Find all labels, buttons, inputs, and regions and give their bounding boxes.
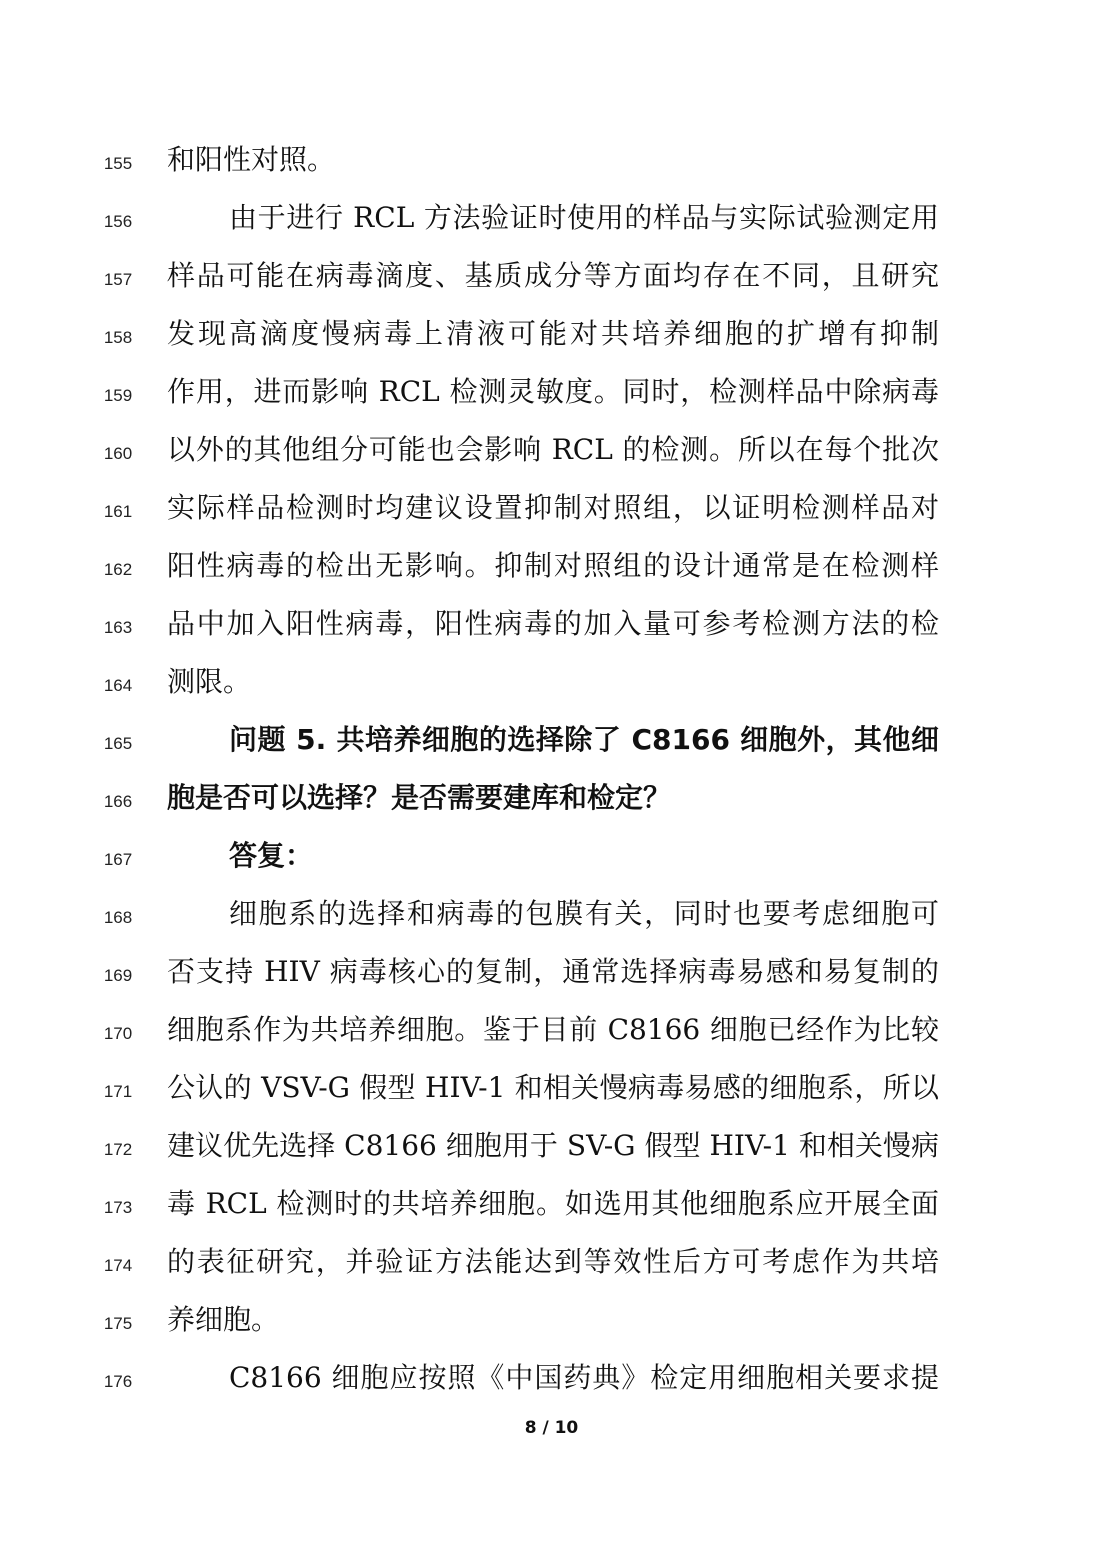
- line-number: 172: [103, 1140, 133, 1159]
- line-text: 公认的 VSV-G 假型 HIV-1 和相关慢病毒易感的细胞系，所以: [167, 1071, 939, 1104]
- line-text: 的表征研究，并验证方法能达到等效性后方可考虑作为共培: [167, 1245, 939, 1278]
- line-number: 160: [103, 444, 133, 463]
- line-text: 以外的其他组分可能也会影响 RCL 的检测。所以在每个批次: [167, 433, 939, 466]
- text-line: [0, 1352, 1103, 1410]
- line-text: 作用，进而影响 RCL 检测灵敏度。同时，检测样品中除病毒: [167, 375, 939, 408]
- page-number: 8 / 10: [524, 1418, 579, 1438]
- line-number: 174: [103, 1256, 133, 1275]
- text-line: [0, 1236, 1103, 1294]
- text-line: [0, 250, 1103, 308]
- text-line: [0, 540, 1103, 598]
- line-number: 173: [103, 1198, 133, 1217]
- line-number: 165: [103, 734, 133, 753]
- line-text: 品中加入阳性病毒，阳性病毒的加入量可参考检测方法的检: [167, 607, 939, 640]
- line-text: C8166 细胞应按照《中国药典》检定用细胞相关要求提: [229, 1361, 939, 1394]
- line-text: 养细胞。: [167, 1303, 280, 1336]
- answer-heading-text: 答复：: [229, 839, 314, 872]
- line-number: 157: [103, 270, 133, 289]
- text-line: [0, 946, 1103, 1004]
- question-heading-text: 胞是否可以选择？是否需要建库和检定？: [167, 781, 672, 814]
- line-text: 和阳性对照。: [167, 143, 336, 176]
- text-line: [0, 1120, 1103, 1178]
- text-line: [0, 366, 1103, 424]
- text-line: [0, 192, 1103, 250]
- line-text: 由于进行 RCL 方法验证时使用的样品与实际试验测定用: [229, 201, 939, 234]
- text-line: [0, 424, 1103, 482]
- line-number: 170: [103, 1024, 133, 1043]
- line-number: 163: [103, 618, 133, 637]
- line-number: 175: [103, 1314, 133, 1333]
- text-line: [0, 656, 1103, 714]
- line-number: 171: [103, 1082, 133, 1101]
- question-heading-text: 问题 5. 共培养细胞的选择除了 C8166 细胞外，其他细: [229, 723, 939, 756]
- line-number: 158: [103, 328, 133, 347]
- line-text: 实际样品检测时均建议设置抑制对照组，以证明检测样品对: [167, 491, 939, 524]
- line-text: 否支持 HIV 病毒核心的复制，通常选择病毒易感和易复制的: [167, 955, 939, 988]
- line-number: 167: [103, 850, 133, 869]
- answer-heading-line: [0, 830, 1103, 888]
- question-heading-line: [0, 714, 1103, 772]
- line-number: 161: [103, 502, 133, 521]
- line-text: 发现高滴度慢病毒上清液可能对共培养细胞的扩增有抑制: [167, 317, 939, 350]
- line-text: 细胞系作为共培养细胞。鉴于目前 C8166 细胞已经作为比较: [167, 1013, 939, 1046]
- text-line: [0, 1294, 1103, 1352]
- text-line: [0, 308, 1103, 366]
- line-number: 166: [103, 792, 133, 811]
- question-heading-line: [0, 772, 1103, 830]
- text-line: [0, 888, 1103, 946]
- line-text: 测限。: [167, 665, 252, 698]
- line-number: 164: [103, 676, 133, 695]
- line-number: 176: [103, 1372, 133, 1391]
- text-line: [0, 1062, 1103, 1120]
- line-text: 建议优先选择 C8166 细胞用于 SV-G 假型 HIV-1 和相关慢病: [167, 1129, 939, 1162]
- line-text: 阳性病毒的检出无影响。抑制对照组的设计通常是在检测样: [167, 549, 939, 582]
- line-text: 细胞系的选择和病毒的包膜有关，同时也要考虑细胞可: [229, 897, 939, 930]
- text-line: [0, 482, 1103, 540]
- text-line: [0, 134, 1103, 192]
- text-line: [0, 598, 1103, 656]
- line-number: 168: [103, 908, 133, 927]
- line-number: 169: [103, 966, 133, 985]
- line-text: 样品可能在病毒滴度、基质成分等方面均存在不同，且研究: [167, 259, 939, 292]
- line-text: 毒 RCL 检测时的共培养细胞。如选用其他细胞系应开展全面: [167, 1187, 939, 1220]
- line-number: 159: [103, 386, 133, 405]
- line-number: 155: [103, 154, 133, 173]
- text-line: [0, 1178, 1103, 1236]
- line-number: 162: [103, 560, 133, 579]
- text-line: [0, 1004, 1103, 1062]
- line-number: 156: [103, 212, 133, 231]
